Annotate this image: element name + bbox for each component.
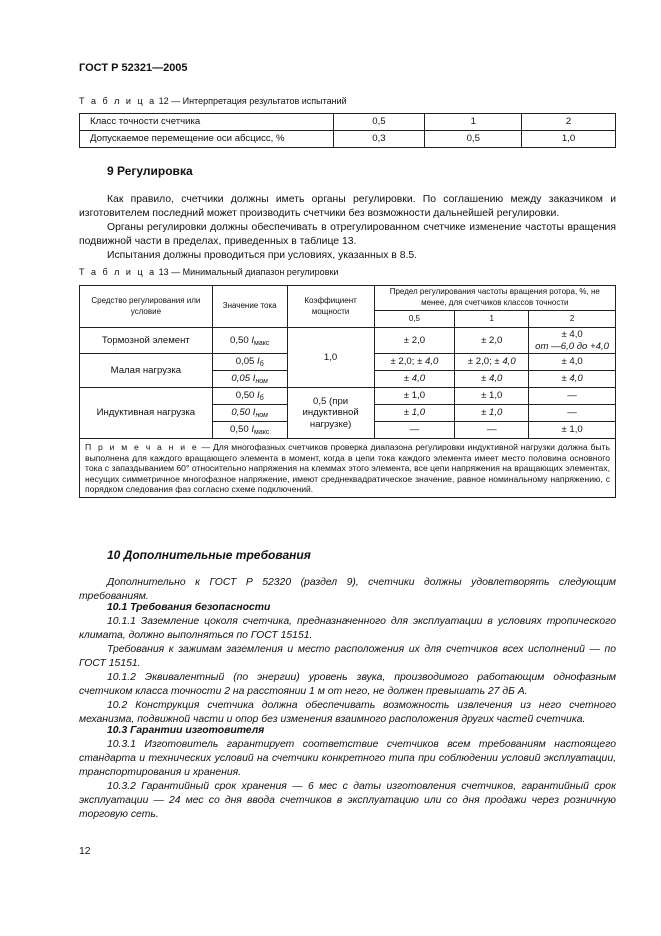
subsection-10-1-title: 10.1 Требования безопасности	[107, 602, 271, 613]
table-row	[80, 114, 616, 131]
section-9-paragraph-1: Как правило, счетчики должны иметь органы регулировки. По соглашению между заказчиком и изготовителем последний может производить счетчики без возможности дальнейшей регулировки.	[79, 194, 616, 220]
table-cell: ± 4,0	[529, 371, 616, 388]
table-row	[80, 388, 616, 405]
paragraph-10-2: 10.2 Конструкция счетчика должна обеспечивать возможность извлечения из него счетного механизма, подвижной части и опор без изменения взаимного расположения других частей счетчика.	[79, 700, 616, 726]
header-class-0-5: 0,5	[374, 311, 455, 328]
paragraph-10-1-2: 10.1.2 Эквивалентный (по энергии) уровень звука, производимого работающим однофазным счетчиком класса точности 2 на расстоянии 1 м от него, не должен превышать 27 дБ А.	[79, 672, 616, 698]
table-cell: ± 4,0	[529, 354, 616, 371]
table-cell: —	[529, 405, 616, 422]
paragraph-10-3-2: 10.3.2 Гарантийный срок хранения — 6 мес с даты изготовления счетчиков, гарантийный срок эксплуатации — 24 мес со дня ввода счетчиков в эксплуатацию или со дня продажи через розничную торговую сеть.	[79, 781, 616, 821]
table-cell: —	[374, 422, 455, 439]
row-label-inductive-load: Индуктивная нагрузка	[80, 388, 213, 439]
table-cell: 0,05 $I_б$	[212, 354, 287, 371]
table-cell: ± 2,0	[374, 328, 455, 354]
table-cell: 0,05 $I_{ном}$	[212, 371, 287, 388]
table-cell: ± 2,0; ± 4,0	[374, 354, 455, 371]
table-cell: 0,50 $I_{макс}$	[212, 422, 287, 439]
subsection-10-3-title: 10.3 Гарантии изготовителя	[107, 725, 265, 736]
table-cell: ± 1,0	[374, 405, 455, 422]
header-power-factor: Коэффициент мощности	[287, 286, 374, 328]
table-cell: 0,50 $I_б$	[212, 388, 287, 405]
table-13-caption: Т а б л и ц а 13 — Минимальный диапазон регулировки	[79, 267, 339, 277]
table-cell: 1,0	[522, 131, 616, 148]
table-row	[80, 131, 616, 148]
table-13-note: П р и м е ч а н и е — Для многофазных счетчиков проверка диапазона регулировки индуктивной нагрузки должна быть выполнена для каждого вращающего элемента в момент, когда в цепи тока каждого элемента имеет место половина основного тока с запаздыванием 60° относительно напряжения на клеммах этого элемента, все цепи напряжения на вращающих элементах, несущих симметричное многофазное напряжение, имеют среднеквадратическое значение, равное номинальному напряжению, с порядком следования фаз согласно схеме подключений.	[80, 439, 616, 498]
header-current: Значение тока	[212, 286, 287, 328]
page-number: 12	[79, 846, 91, 857]
section-9-paragraph-2: Органы регулировки должны обеспечивать в отрегулированном счетчике изменение частоты вращения подвижной части в пределах, приведенных в таблице 13.	[79, 222, 616, 248]
table-cell: ± 4,0 от —6,0 до +4,0	[529, 328, 616, 354]
table-cell: ± 1,0	[455, 405, 529, 422]
table-header-row	[80, 286, 616, 311]
header-limit: Предел регулирования частоты вращения ротора, %, не менее, для счетчиков классов точности	[374, 286, 615, 311]
table-cell: ± 1,0	[455, 388, 529, 405]
header-means: Средство регулирования или условие	[80, 286, 213, 328]
table-cell: 0,5	[333, 114, 425, 131]
table-cell-pf-0-5: 0,5 (при индуктивной нагрузке)	[287, 388, 374, 439]
table-cell-pf-1: 1,0	[287, 328, 374, 388]
table-13	[79, 285, 616, 498]
table-cell: Допускаемое перемещение оси абсцисс, %	[80, 131, 334, 148]
table-cell: —	[455, 422, 529, 439]
section-10-title: 10 Дополнительные требования	[107, 548, 311, 562]
table-cell: ± 2,0	[455, 328, 529, 354]
table-cell: —	[529, 388, 616, 405]
table-12	[79, 113, 616, 148]
section-9-title: 9 Регулировка	[107, 164, 193, 178]
table-note-row	[80, 439, 616, 498]
table-cell: ± 4,0	[455, 371, 529, 388]
table-cell: ± 1,0	[374, 388, 455, 405]
paragraph-10-3-1: 10.3.1 Изготовитель гарантирует соответствие счетчиков всем требованиям настоящего стандарта и технических условий на счетчики конкретного типа при соблюдении условий эксплуатации, транспортирования и хранения.	[79, 739, 616, 779]
section-10-intro: Дополнительно к ГОСТ Р 52320 (раздел 9), счетчики должны удовлетворять следующим требованиям.	[79, 577, 616, 603]
paragraph-10-1-1-b: Требования к зажимам заземления и место расположения их для счетчиков всех исполнений — по ГОСТ 15151.	[79, 644, 616, 670]
row-label-brake: Тормозной элемент	[80, 328, 213, 354]
table-cell: 0,50 $I_{ном}$	[212, 405, 287, 422]
header-class-1: 1	[455, 311, 529, 328]
table-cell: ± 4,0	[374, 371, 455, 388]
table-cell: Класс точности счетчика	[80, 114, 334, 131]
table-cell: ± 1,0	[529, 422, 616, 439]
table-cell: 0,50 $I_{макс}$	[212, 328, 287, 354]
table-cell: 2	[522, 114, 616, 131]
table-cell: 1	[425, 114, 522, 131]
row-label-light-load: Малая нагрузка	[80, 354, 213, 388]
document-id: ГОСТ Р 52321—2005	[79, 62, 188, 74]
table-cell: 0,3	[333, 131, 425, 148]
section-9-paragraph-3: Испытания должны проводиться при условиях, указанных в 8.5.	[107, 250, 418, 261]
header-class-2: 2	[529, 311, 616, 328]
table-12-caption: Т а б л и ц а 12 — Интерпретация результатов испытаний	[79, 96, 347, 106]
table-cell: ± 2,0; ± 4,0	[455, 354, 529, 371]
table-row	[80, 328, 616, 354]
paragraph-10-1-1: 10.1.1 Заземление цоколя счетчика, предназначенного для эксплуатации в условиях тропического климата, должно выполняться по ГОСТ 15151.	[79, 616, 616, 642]
table-cell: 0,5	[425, 131, 522, 148]
